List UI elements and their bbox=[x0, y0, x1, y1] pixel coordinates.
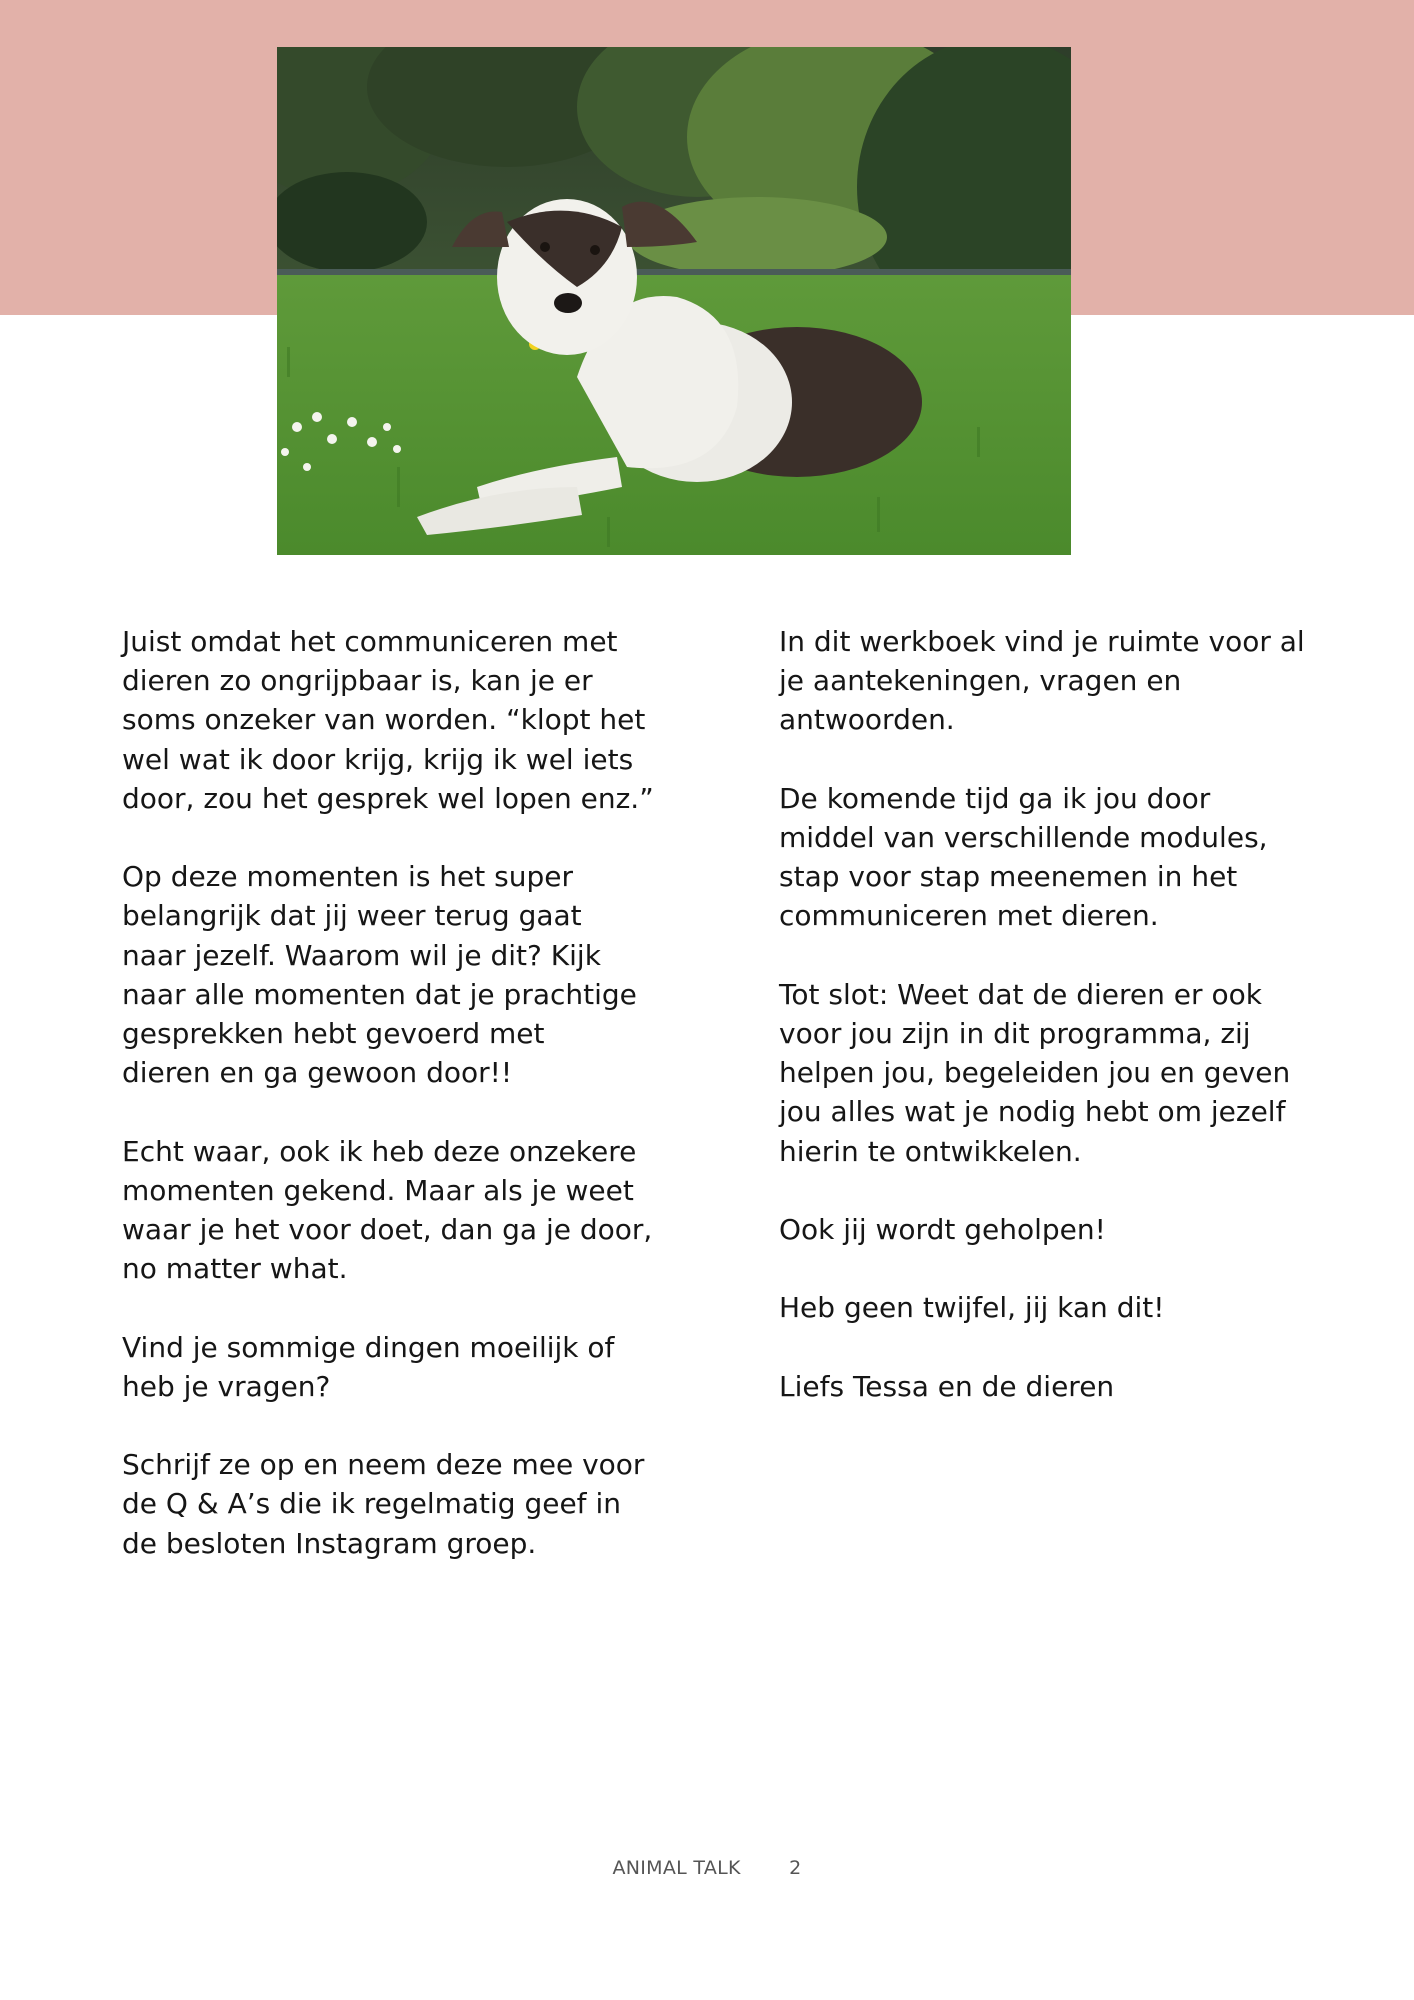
dog-photo bbox=[277, 47, 1071, 555]
paragraph: Schrijf ze op en neem deze mee voor de Q & A’s die ik regelmatig geef in de besloten Instagram groep. bbox=[122, 1448, 645, 1560]
page-number: 2 bbox=[789, 1857, 802, 1879]
paragraph: Tot slot: Weet dat de dieren er ook voor jou zijn in dit programma, zij helpen jou, begeleiden jou en geven jou alles wat je nodig hebt om jezelf hierin te ontwikkelen. bbox=[779, 977, 1291, 1168]
body-text-right-column bbox=[779, 622, 1319, 1406]
paragraph: Echt waar, ook ik heb deze onzekere momenten gekend. Maar als je weet waar je het voor doet, dan ga je door, no matter what. bbox=[122, 1134, 653, 1286]
paragraph: De komende tijd ga ik jou door middel van verschillende modules, stap voor stap meenemen in het communiceren met dieren. bbox=[779, 781, 1268, 933]
page-footer bbox=[0, 1856, 1414, 1880]
paragraph: Op deze momenten is het super belangrijk dat jij weer terug gaat naar jezelf. Waarom wil je dit? Kijk naar alle momenten dat je prachtige gesprekken hebt gevoerd met dieren en ga gewoon door!! bbox=[122, 860, 637, 1090]
paragraph: Juist omdat het communiceren met dieren zo ongrijpbaar is, kan je er soms onzeker van worden. “klopt het wel wat ik door krijg, krijg ik wel iets door, zou het gesprek wel lopen enz.” bbox=[122, 625, 654, 815]
paragraph: Liefs Tessa en de dieren bbox=[779, 1369, 1115, 1403]
paragraph: Heb geen twijfel, jij kan dit! bbox=[779, 1291, 1165, 1325]
paragraph: In dit werkboek vind je ruimte voor al je aantekeningen, vragen en antwoorden. bbox=[779, 625, 1305, 737]
body-text-left-column bbox=[122, 622, 662, 1563]
paragraph: Ook jij wordt geholpen! bbox=[779, 1213, 1106, 1246]
footer-brand: ANIMAL TALK bbox=[612, 1857, 741, 1879]
paragraph: Vind je sommige dingen moeilijk of heb je vragen? bbox=[122, 1330, 615, 1403]
